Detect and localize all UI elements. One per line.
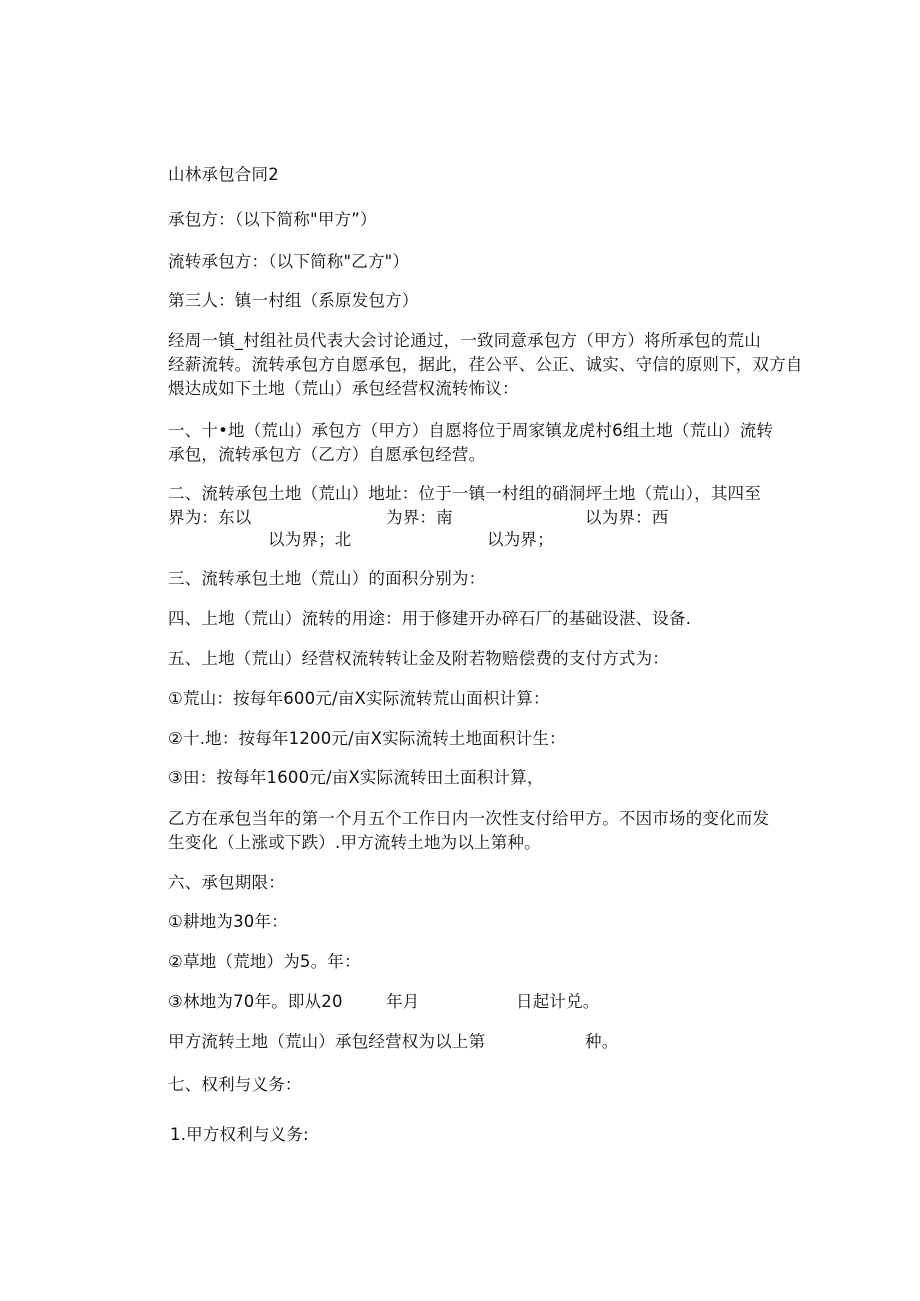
section-6-item-3-day: 日起计兑。 (516, 992, 600, 1011)
section-2-north: 以为界；北 (268, 530, 352, 549)
section-2-end: 以为界； (487, 530, 554, 549)
section-1-line-1: 一、十•地（荒山）承包方（甲方）自愿将位于周家镇龙虎村6组土地（荒山）流转 (168, 421, 774, 440)
section-6-line: 六、承包期限： (168, 873, 285, 892)
section-6-item-1: ①耕地为30年： (168, 912, 288, 931)
section-7-line: 七、权利与义务： (168, 1075, 302, 1094)
section-5-item-2: ②十.地：按每年1200元/亩X实际流转土地面积计生： (168, 729, 566, 748)
document-title: 山林承包合同2 (168, 165, 279, 184)
section-5-item-1: ①荒山：按每年600元/亩X实际流转荒山面枳计算： (168, 689, 550, 708)
section-6-item-3: ③林地为70年。即从20 (168, 992, 343, 1011)
party-a-line: 承包方：（以下简称"甲方”） (168, 210, 377, 229)
section-2-line-1: 二、流转承包土地（荒山）地址：位于一镇一村组的硝洞坪土地（荒山），其四至 (168, 484, 761, 503)
payment-line-1: 乙方在承包当年的第一个月五个工作日内一次性支付给甲方。不因市场的变化而发 (168, 809, 770, 828)
section-2-east: 界为：东以 (168, 508, 252, 527)
section-1-line-2: 承包，流转承包方（乙方）自愿承包经营。 (168, 445, 486, 464)
section-2-west: 以为界：西 (585, 508, 669, 527)
section-6-choice: 甲方流转土地（荒山）承包经营权为以上第 (168, 1032, 486, 1051)
section-6-choice-end: 种。 (585, 1032, 619, 1051)
section-7-item-1: 1.甲方权利与义务: (170, 1125, 309, 1144)
section-5-line: 五、上地（荒山）经营权流转转让金及附若物赔偿费的支付方式为： (168, 649, 669, 668)
section-5-item-3: ③田：按每年1600元/亩X实际流转田土面积计算， (168, 768, 544, 787)
intro-line-2: 经薪流转。流转承包方自愿承包，据此，荏公平、公正、诚实、守信的原则下，双方自 (168, 355, 803, 374)
section-6-item-2: ②草地（荒地）为5。年： (168, 952, 361, 971)
party-b-line: 流转承包方：（以下简称"乙方"） (168, 252, 410, 271)
section-6-item-3-month: 年月 (386, 992, 420, 1011)
intro-line-1: 经周一镇_村组社员代表大会讨论通过，一致同意承包方（甲方）将所承包的荒山 (168, 331, 761, 350)
intro-line-3: 煨达成如下土地（荒山）承包经营权流转怖议： (168, 379, 519, 398)
section-3-line: 三、流转承包土地（荒山）的面积分别为： (168, 569, 486, 588)
section-4-line: 四、上地（荒山）流转的用途：用于修建开办碎石厂的基础设湛、设备. (168, 609, 692, 628)
party-c-line: 第三人：镇一村组（系原发包方） (168, 291, 419, 310)
section-2-south: 为界：南 (386, 508, 453, 527)
payment-line-2: 生变化（上涨或下跌）.甲方流转土地为以上第种。 (168, 833, 541, 852)
